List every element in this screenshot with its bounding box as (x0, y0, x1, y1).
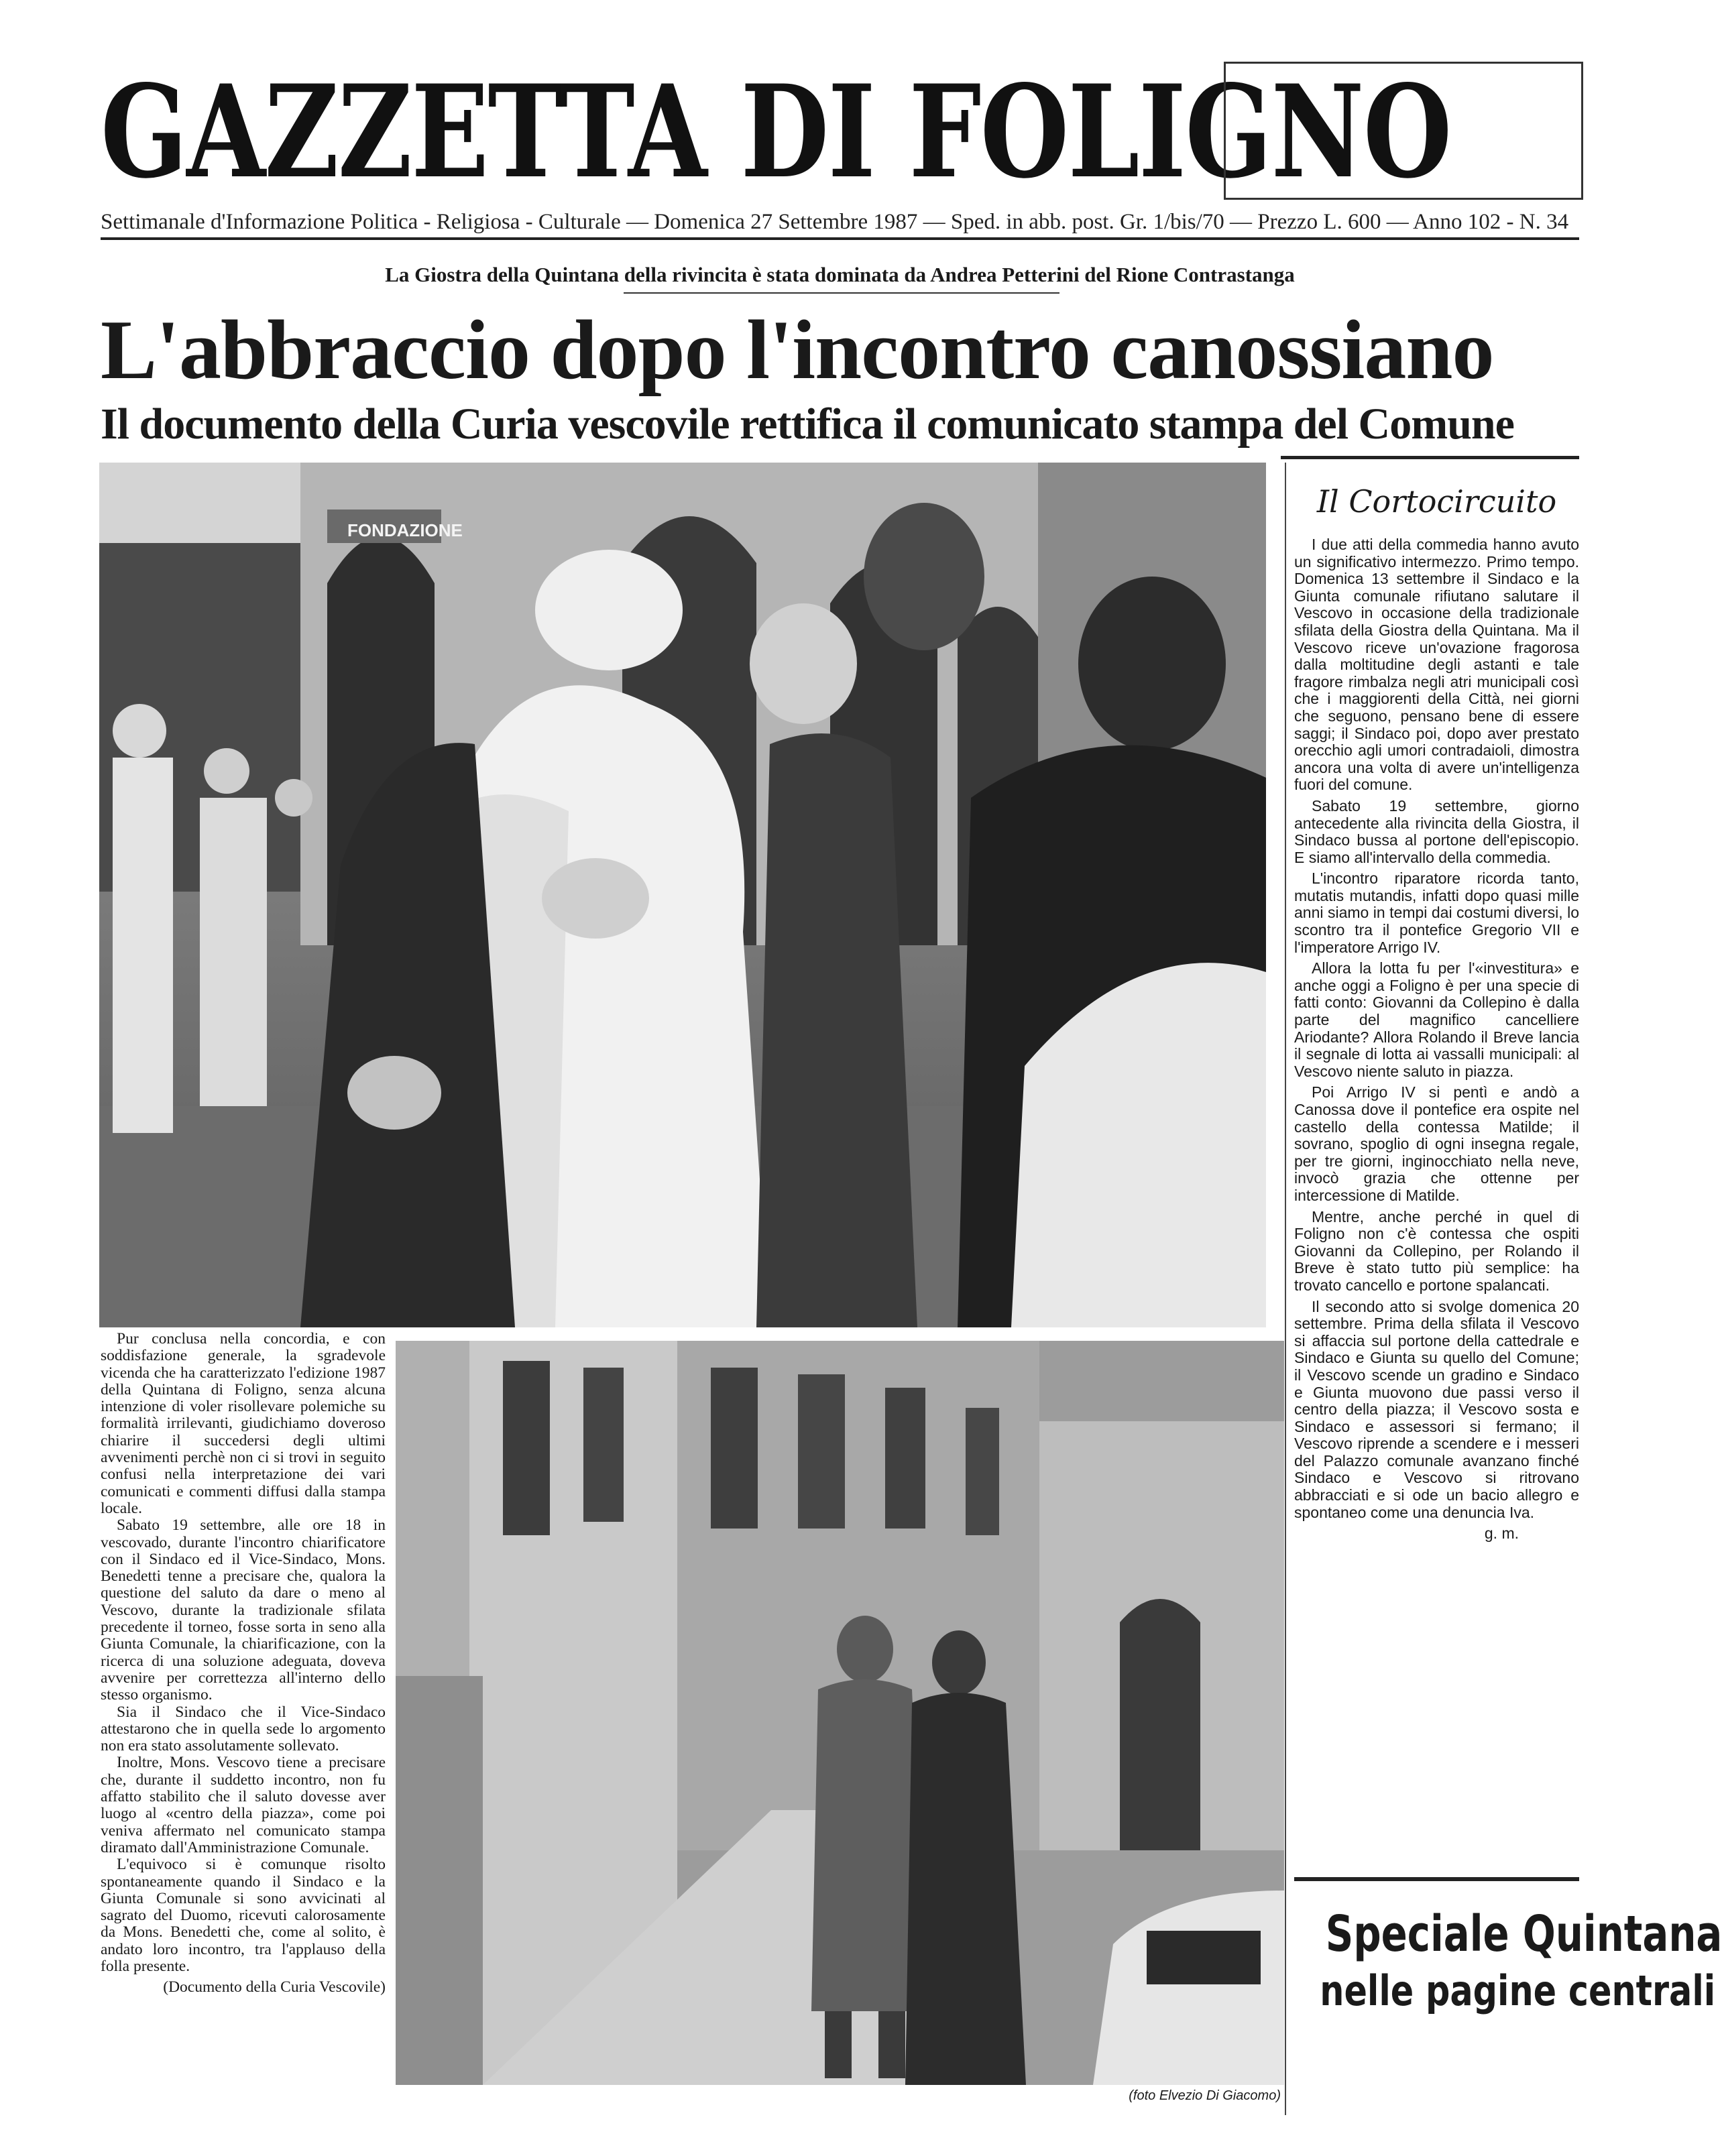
article-paragraph: Mentre, anche perché in quel di Foligno non c'è contessa che ospiti Giovanni da Collepino, per Rolando il Breve è stato tutto più semplice: ha trovato cancello e portone spalancati. (1294, 1207, 1579, 1294)
promo-rule (1294, 1877, 1579, 1881)
masthead-title: GAZZETTA DI FOLIGNO (101, 57, 1451, 206)
curia-document-article (101, 1331, 386, 2122)
promo-line-2: nelle pagine centrali (1320, 1966, 1716, 2015)
photo-sign-text: FONDAZIONE (347, 520, 463, 540)
article-paragraph: Inoltre, Mons. Vescovo tiene a precisare che, durante il suddetto incontro, non fu affatto stabilito che il saluto dovesse aver luogo al «centro della piazza», come poi veniva affermato nel comunicato stampa diramato dall'Amministrazione Comunale. (101, 1754, 386, 1856)
article-paragraph: L'incontro riparatore ricorda tanto, mutatis mutandis, infatti dopo quasi mille anni siamo in tempi dai costumi diversi, lo scontro tra il pontefice Gregorio VII e l'imperatore Arrigo IV. (1294, 870, 1579, 956)
promo-line-1: Speciale Quintana (1325, 1905, 1722, 1963)
photo-street (396, 1341, 1284, 2085)
article-paragraph: Sabato 19 settembre, giorno antecedente alla rivincita della Giostra, il Sindaco bussa al portone dell'episcopio. E siamo all'intervallo della commedia. (1294, 796, 1579, 866)
masthead-ear-box (1224, 62, 1583, 200)
article-paragraph: Il secondo atto si svolge domenica 20 settembre. Prima della sfilata il Vescovo si affaccia sul portone della cattedrale e Sindaco e Giunta su quello del Comune; il Vescovo scende un gradino e Sindaco e Giunta muovono due passi verso il centro della piazza; il Vescovo sosta e Sindaco e assessori si fermano; il Vescovo riprende a scendere e i messeri del Palazzo comunale avanzano finché Sindaco e Vescovo si ritrovano abbracciati e si ode un bacio allegro e spontaneo come una denuncia Iva. (1294, 1297, 1579, 1521)
article-signature: g. m. (1484, 1524, 1519, 1543)
article-signature: (Documento della Curia Vescovile) (163, 1978, 386, 1996)
photo-credit: (foto Elvezio Di Giacomo) (1129, 2088, 1281, 2103)
main-headline: L'abbraccio dopo l'incontro canossiano (101, 304, 1494, 397)
sub-headline: Il documento della Curia vescovile rettifica il comunicato stampa del Comune (101, 400, 1514, 448)
article-paragraph: I due atti della commedia hanno avuto un significativo intermezzo. Primo tempo. Domenica 13 settembre il Sindaco e la Giunta comunale rifiutano salutare il Vescovo in occasione della tradizionale sfilata della Giostra della Quintana. Ma il Vescovo riceve un'ovazione fragorosa dalla moltitudine degli astanti e tale fragore rimbalza negli atri municipali così che i maggiorenti della Città, nei giorni che seguono, pensano bene di essere saggi; il Sindaco poi, dopo aver prestato orecchio agli umori contradaioli, dimostra ancora una volta di avere un'intelligenza fuori del comune. (1294, 536, 1579, 794)
kicker-rule (624, 292, 1059, 294)
masthead-rule (101, 237, 1579, 240)
article-paragraph: Poi Arrigo IV si pentì e andò a Canossa dove il pontefice era ospite nel castello della contessa Matilde; il sovrano, spoglio di ogni insegna regale, per tre giorni, inginocchiato nella neve, invocò grazia che ottenne per intercessione di Matilde. (1294, 1083, 1579, 1204)
article-paragraph: Allora la lotta fu per l'«investitura» e anche oggi a Foligno è per una specie di fatti conto: Giovanni da Collepino è dalla parte del magnifico cancelliere Ariodante? Allora Rolando il Breve lancia il segnale di lotta ai vassalli municipali: al Vescovo niente saluto in piazza. (1294, 959, 1579, 1080)
cortocircuito-heading: Il Cortocircuito (1316, 483, 1557, 520)
article-paragraph: L'equivoco si è comunque risolto spontaneamente quando il Sindaco e la Giunta Comunale si sono avvicinati al sagrato del Duomo, ricevuti calorosamente da Mons. Benedetti che, come al solito, è andato loro incontro, tra l'applauso della folla presente. (101, 1856, 386, 1975)
cortocircuito-article (1294, 536, 1579, 1870)
speciale-quintana-promo (1294, 1904, 1722, 2078)
article-paragraph: Pur conclusa nella concordia, e con soddisfazione generale, la sgradevole vicenda che ha caratterizzato l'edizione 1987 della Quintana di Foligno, senza alcuna intenzione di voler risollevare polemiche su formalità irrilevanti, giudichiamo doveroso chiarire il succedersi degli ultimi avvenimenti perchè non ci si trovi in seguito confusi nella interpretazione dei vari comunicati e commenti diffusi dalla stampa locale. (101, 1330, 386, 1517)
headline-rule (1281, 456, 1579, 459)
column-rule (1285, 463, 1286, 2115)
photo-embrace-illustration (99, 463, 1266, 1327)
kicker-headline: La Giostra della Quintana della rivincita è stata dominata da Andrea Petterini del Rione Contrastanga (385, 263, 1295, 286)
photo-street-illustration (396, 1341, 1284, 2085)
dateline: Settimanale d'Informazione Politica - Religiosa - Culturale — Domenica 27 Settembre 1987 — Sped. in abb. post. Gr. 1/bis/70 — Prezzo L. 600 — Anno 102 - N. 34 (101, 210, 1569, 234)
article-paragraph: Sabato 19 settembre, alle ore 18 in vescovado, durante l'incontro chiarificatore con il Sindaco ed il Vice-Sindaco, Mons. Benedetti tenne a precisare che, qualora la questione del saluto da dare o meno al Vescovo, durante la tradizionale sfilata precedente il torneo, fosse sorta in seno alla Giunta Comunale, la chiarificazione, con la ricerca di una soluzione adeguata, doveva avvenire per correttezza all'interno dello stesso organismo. (101, 1516, 386, 1704)
photo-embrace (99, 463, 1266, 1327)
article-paragraph: Sia il Sindaco che il Vice-Sindaco attestarono che in quella sede lo argomento non era stato assolutamente sollevato. (101, 1703, 386, 1755)
